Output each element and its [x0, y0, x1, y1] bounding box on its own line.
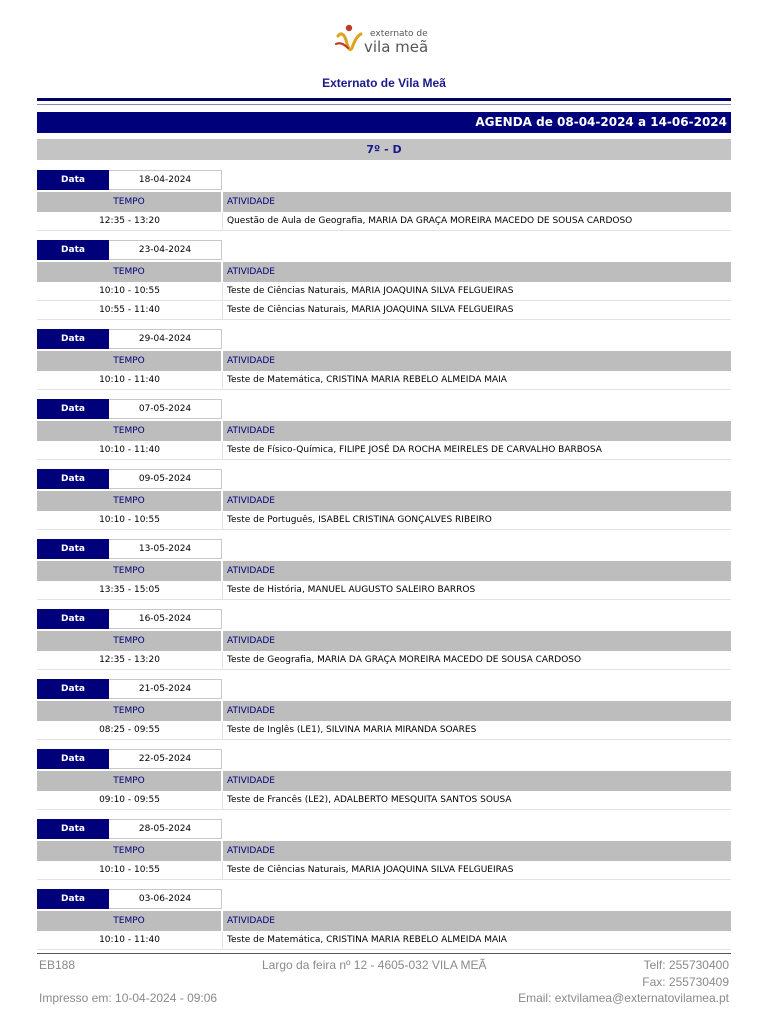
column-header-atividade: ATIVIDADE [227, 356, 275, 366]
column-header-atividade: ATIVIDADE [227, 916, 275, 926]
table-row [37, 302, 731, 320]
date-row [37, 539, 731, 559]
day-block [37, 819, 731, 880]
column-header-tempo: TEMPO [37, 631, 223, 651]
agenda-title-bar [37, 112, 731, 133]
class-name: 7º - D [366, 143, 402, 156]
column-header-atividade: ATIVIDADE [227, 267, 275, 277]
footer-phone: Telf: 255730400 [643, 958, 729, 972]
header-rule-thin [37, 104, 731, 105]
day-block [37, 469, 731, 530]
date-value: 23-04-2024 [109, 240, 222, 260]
date-label: Data [37, 399, 109, 419]
date-value: 22-05-2024 [109, 749, 222, 769]
date-row [37, 399, 731, 419]
date-label: Data [37, 889, 109, 909]
column-header-atividade: ATIVIDADE [227, 776, 275, 786]
activity-cell: Teste de Inglês (LE1), SILVINA MARIA MIRANDA SOARES [227, 725, 477, 735]
time-cell: 13:35 - 15:05 [37, 582, 223, 599]
table-row [37, 213, 731, 231]
time-cell: 10:10 - 10:55 [37, 862, 223, 879]
table-row [37, 862, 731, 880]
table-row [37, 792, 731, 810]
column-header-row [37, 631, 731, 651]
column-header-tempo: TEMPO [37, 701, 223, 721]
column-header-row [37, 561, 731, 581]
agenda-list [37, 170, 731, 959]
column-header-row [37, 701, 731, 721]
column-header-tempo: TEMPO [37, 262, 223, 282]
column-header-tempo: TEMPO [37, 841, 223, 861]
activity-cell: Teste de Francês (LE2), ADALBERTO MESQUITA SANTOS SOUSA [227, 795, 512, 805]
school-logo [334, 22, 434, 58]
date-row [37, 609, 731, 629]
date-label: Data [37, 749, 109, 769]
date-label: Data [37, 539, 109, 559]
column-header-atividade: ATIVIDADE [227, 846, 275, 856]
date-label: Data [37, 240, 109, 260]
table-row [37, 372, 731, 390]
column-header-row [37, 491, 731, 511]
date-value: 03-06-2024 [109, 889, 222, 909]
time-cell: 12:35 - 13:20 [37, 652, 223, 669]
activity-cell: Teste de Ciências Naturais, MARIA JOAQUINA SILVA FELGUEIRAS [227, 865, 514, 875]
time-cell: 12:35 - 13:20 [37, 213, 223, 230]
date-value: 28-05-2024 [109, 819, 222, 839]
column-header-tempo: TEMPO [37, 771, 223, 791]
activity-cell: Teste de Português, ISABEL CRISTINA GONÇALVES RIBEIRO [227, 515, 492, 525]
date-label: Data [37, 170, 109, 190]
date-row [37, 329, 731, 349]
column-header-tempo: TEMPO [37, 421, 223, 441]
column-header-atividade: ATIVIDADE [227, 636, 275, 646]
time-cell: 10:55 - 11:40 [37, 302, 223, 319]
table-row [37, 932, 731, 950]
time-cell: 08:25 - 09:55 [37, 722, 223, 739]
day-block [37, 539, 731, 600]
activity-cell: Teste de Ciências Naturais, MARIA JOAQUINA SILVA FELGUEIRAS [227, 305, 514, 315]
column-header-tempo: TEMPO [37, 491, 223, 511]
date-row [37, 469, 731, 489]
school-name: Externato de Vila Meã [322, 76, 446, 90]
activity-cell: Teste de Físico-Química, FILIPE JOSÉ DA ROCHA MEIRELES DE CARVALHO BARBOSA [227, 445, 602, 455]
date-row [37, 819, 731, 839]
time-cell: 10:10 - 11:40 [37, 442, 223, 459]
column-header-atividade: ATIVIDADE [227, 496, 275, 506]
date-value: 13-05-2024 [109, 539, 222, 559]
column-header-row [37, 841, 731, 861]
column-header-atividade: ATIVIDADE [227, 197, 275, 207]
footer-email: Email: extvilamea@externatovilamea.pt [518, 991, 729, 1005]
date-label: Data [37, 819, 109, 839]
date-value: 21-05-2024 [109, 679, 222, 699]
table-row [37, 512, 731, 530]
date-value: 29-04-2024 [109, 329, 222, 349]
activity-cell: Teste de História, MANUEL AUGUSTO SALEIRO BARROS [227, 585, 476, 595]
date-label: Data [37, 609, 109, 629]
footer-rule [37, 953, 731, 954]
table-row [37, 722, 731, 740]
day-block [37, 240, 731, 320]
table-row [37, 582, 731, 600]
day-block [37, 679, 731, 740]
column-header-row [37, 351, 731, 371]
date-label: Data [37, 679, 109, 699]
date-row [37, 170, 731, 190]
date-row [37, 889, 731, 909]
day-block [37, 170, 731, 231]
agenda-title: AGENDA de 08-04-2024 a 14-06-2024 [475, 115, 727, 129]
logo-text-bottom: vila meã [364, 38, 429, 56]
footer-address: Largo da feira nº 12 - 4605-032 VILA MEÃ [262, 958, 487, 972]
column-header-row [37, 262, 731, 282]
column-header-tempo: TEMPO [37, 351, 223, 371]
table-row [37, 442, 731, 460]
column-header-row [37, 911, 731, 931]
column-header-tempo: TEMPO [37, 561, 223, 581]
header-rule-thick [37, 98, 731, 101]
day-block [37, 399, 731, 460]
date-row [37, 749, 731, 769]
activity-cell: Teste de Ciências Naturais, MARIA JOAQUINA SILVA FELGUEIRAS [227, 286, 514, 296]
column-header-atividade: ATIVIDADE [227, 566, 275, 576]
date-value: 18-04-2024 [109, 170, 222, 190]
date-value: 09-05-2024 [109, 469, 222, 489]
date-value: 07-05-2024 [109, 399, 222, 419]
activity-cell: Teste de Matemática, CRISTINA MARIA REBELO ALMEIDA MAIA [227, 375, 507, 385]
date-label: Data [37, 469, 109, 489]
time-cell: 10:10 - 11:40 [37, 372, 223, 389]
footer-printed: Impresso em: 10-04-2024 - 09:06 [39, 991, 218, 1005]
activity-cell: Teste de Matemática, CRISTINA MARIA REBELO ALMEIDA MAIA [227, 935, 507, 945]
table-row [37, 652, 731, 670]
day-block [37, 889, 731, 950]
time-cell: 10:10 - 10:55 [37, 512, 223, 529]
time-cell: 10:10 - 11:40 [37, 932, 223, 949]
column-header-tempo: TEMPO [37, 911, 223, 931]
activity-cell: Questão de Aula de Geografia, MARIA DA GRAÇA MOREIRA MACEDO DE SOUSA CARDOSO [227, 216, 633, 226]
column-header-tempo: TEMPO [37, 192, 223, 212]
day-block [37, 609, 731, 670]
date-value: 16-05-2024 [109, 609, 222, 629]
day-block [37, 329, 731, 390]
column-header-row [37, 421, 731, 441]
activity-cell: Teste de Geografia, MARIA DA GRAÇA MOREIRA MACEDO DE SOUSA CARDOSO [227, 655, 582, 665]
date-row [37, 679, 731, 699]
table-row [37, 283, 731, 301]
column-header-row [37, 192, 731, 212]
logo-text-top: externato de [370, 29, 428, 39]
class-bar [37, 139, 731, 160]
footer-fax: Fax: 255730409 [642, 975, 729, 989]
time-cell: 09:10 - 09:55 [37, 792, 223, 809]
day-block [37, 749, 731, 810]
column-header-row [37, 771, 731, 791]
column-header-atividade: ATIVIDADE [227, 426, 275, 436]
time-cell: 10:10 - 10:55 [37, 283, 223, 300]
date-row [37, 240, 731, 260]
date-label: Data [37, 329, 109, 349]
column-header-atividade: ATIVIDADE [227, 706, 275, 716]
footer-code: EB188 [39, 958, 76, 972]
